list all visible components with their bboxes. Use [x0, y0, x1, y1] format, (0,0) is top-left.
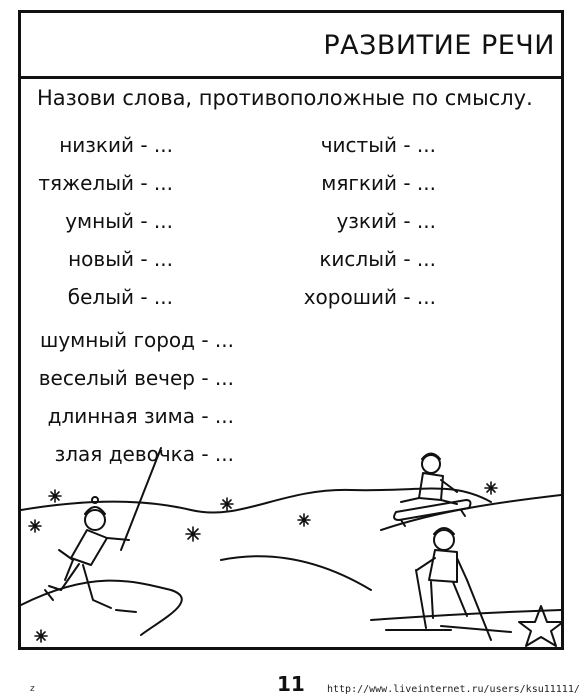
- hockey-player-figure: [45, 448, 161, 612]
- word-right-5: хороший - ...: [303, 285, 436, 309]
- snowflake-icon: [485, 482, 497, 494]
- snowflake-icon: [186, 527, 200, 541]
- word-right-2: мягкий - ...: [321, 171, 436, 195]
- word-right-4: кислый - ...: [319, 247, 436, 271]
- margin-mark: z: [30, 684, 35, 694]
- hill-line-front: [221, 556, 371, 590]
- word-right-1: чистый - ...: [320, 133, 436, 157]
- skiing-child-figure: [386, 528, 511, 640]
- ice-path-line: [21, 581, 182, 635]
- snowflake-icon: [49, 490, 61, 502]
- source-url-watermark: http://www.liveinternet.ru/users/ksu11111/: [327, 684, 580, 695]
- hockey-stick: [121, 448, 161, 550]
- word-left-5: белый - ...: [67, 285, 173, 309]
- phrase-2: веселый вечер - ...: [38, 366, 234, 390]
- word-left-3: умный - ...: [65, 209, 173, 233]
- winter-scene-illustration: [21, 440, 561, 647]
- word-left-2: тяжелый - ...: [38, 171, 173, 195]
- page-title: РАЗВИТИЕ РЕЧИ: [323, 30, 555, 61]
- snowflake-icon: [29, 520, 41, 532]
- snowflake-icon: [298, 514, 310, 526]
- word-left-4: новый - ...: [68, 247, 173, 271]
- phrase-4: злая девочка - ...: [54, 442, 234, 466]
- snowflake-icon: [35, 630, 47, 642]
- snowflake-icon: [221, 498, 233, 510]
- page-number: 11: [277, 672, 305, 696]
- title-divider: [18, 76, 564, 79]
- word-left-1: низкий - ...: [59, 133, 173, 157]
- phrase-3: длинная зима - ...: [47, 404, 234, 428]
- word-right-3: узкий - ...: [336, 209, 436, 233]
- task-instruction: Назови слова, противоположные по смыслу.: [37, 86, 533, 110]
- phrase-1: шумный город - ...: [40, 328, 234, 352]
